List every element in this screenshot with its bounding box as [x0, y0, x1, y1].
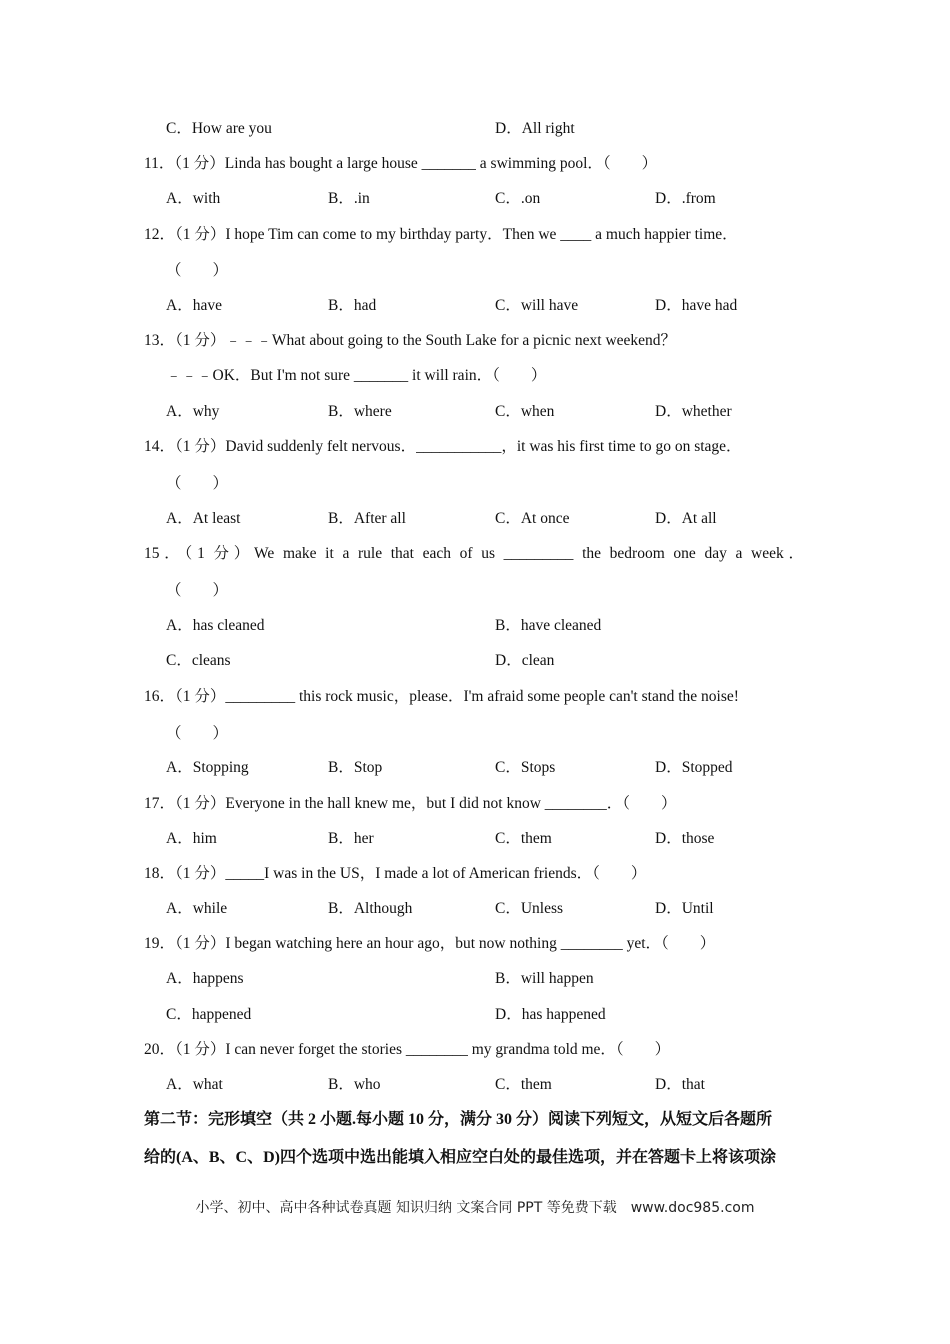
- question-20: 20．（1 分）I can never forget the stories ________ my grandma told me．（ ）: [144, 1041, 671, 1058]
- option-c: C．them: [495, 830, 552, 847]
- question-13: 13．（1 分）﹣﹣﹣What about going to the South Lake for a picnic next weekend？: [144, 332, 677, 349]
- option-a: A．have: [166, 297, 222, 314]
- option-d: D．All right: [495, 120, 575, 137]
- option-c: C．Stops: [495, 759, 556, 776]
- option-c: C．At once: [495, 510, 570, 527]
- option-c: C．cleans: [166, 652, 231, 669]
- option-d: D．Stopped: [655, 759, 733, 776]
- option-d: D．At all: [655, 510, 717, 527]
- option-c: C．happened: [166, 1006, 252, 1023]
- option-d: D．.from: [655, 190, 716, 207]
- option-b: B．have cleaned: [495, 617, 602, 634]
- option-c: C．Unless: [495, 900, 564, 917]
- option-a: A．him: [166, 830, 217, 847]
- option-b: B．After all: [328, 510, 406, 527]
- option-c: C．them: [495, 1076, 552, 1093]
- question-19: 19．（1 分）I began watching here an hour ago，but now nothing ________ yet．（ ）: [144, 935, 716, 952]
- question-12: 12．（1 分）I hope Tim can come to my birthday party．Then we ____ a much happier time．: [144, 226, 738, 243]
- option-b: B．Stop: [328, 759, 383, 776]
- question-11: 11．（1 分）Linda has bought a large house _______ a swimming pool．（ ）: [144, 155, 658, 172]
- answer-bracket: （ ）: [166, 725, 229, 742]
- question-13-line2: ﹣﹣﹣OK．But I'm not sure _______ it will rain．（ ）: [166, 367, 547, 384]
- option-b: B．will happen: [495, 970, 594, 987]
- question-17: 17．（1 分）Everyone in the hall knew me，but I did not know ________．（ ）: [144, 795, 677, 812]
- question-16: 16．（1 分）_________ this rock music，please．I'm afraid some people can't stand the noise!: [144, 688, 739, 705]
- option-a: A．Stopping: [166, 759, 249, 776]
- question-15: 15．（1 分）We make it a rule that each of us _________ the bedroom one day a week．: [144, 545, 804, 562]
- answer-bracket: （ ）: [166, 582, 229, 599]
- answer-bracket: （ ）: [166, 475, 229, 492]
- option-c: C．will have: [495, 297, 579, 314]
- option-a: A．has cleaned: [166, 617, 265, 634]
- option-d: D．have had: [655, 297, 738, 314]
- option-b: B．her: [328, 830, 374, 847]
- option-a: A．happens: [166, 970, 244, 987]
- question-14: 14．（1 分）David suddenly felt nervous．___________，it was his first time to go on stage．: [144, 438, 742, 455]
- option-b: B．where: [328, 403, 392, 420]
- option-a: A．At least: [166, 510, 241, 527]
- option-a: A．why: [166, 403, 220, 420]
- option-d: D．clean: [495, 652, 555, 669]
- option-b: B．Although: [328, 900, 413, 917]
- page-footer: 小学、初中、高中各种试卷真题 知识归纳 文案合同 PPT 等免费下载 www.doc985.com: [195, 1200, 755, 1216]
- option-b: B．.in: [328, 190, 370, 207]
- option-c: C．.on: [495, 190, 541, 207]
- option-d: D．has happened: [495, 1006, 606, 1023]
- section-heading: 第二节：完形填空（共 2 小题.每小题 10 分，满分 30 分）阅读下列短文，从短文后各题所: [144, 1111, 773, 1128]
- question-18: 18．（1 分）_____I was in the US，I made a lot of American friends．（ ）: [144, 865, 647, 882]
- option-d: D．whether: [655, 403, 732, 420]
- option-a: A．what: [166, 1076, 223, 1093]
- option-d: D．that: [655, 1076, 705, 1093]
- option-a: A．while: [166, 900, 228, 917]
- section-heading-line2: 给的(A、B、C、D)四个选项中选出能填入相应空白处的最佳选项，并在答题卡上将该项涂: [144, 1149, 776, 1166]
- option-c: C．when: [495, 403, 555, 420]
- option-d: D．those: [655, 830, 715, 847]
- answer-bracket: （ ）: [166, 262, 229, 279]
- option-a: A．with: [166, 190, 221, 207]
- option-b: B．had: [328, 297, 377, 314]
- option-d: D．Until: [655, 900, 714, 917]
- option-c: C．How are you: [166, 120, 272, 137]
- option-b: B．who: [328, 1076, 381, 1093]
